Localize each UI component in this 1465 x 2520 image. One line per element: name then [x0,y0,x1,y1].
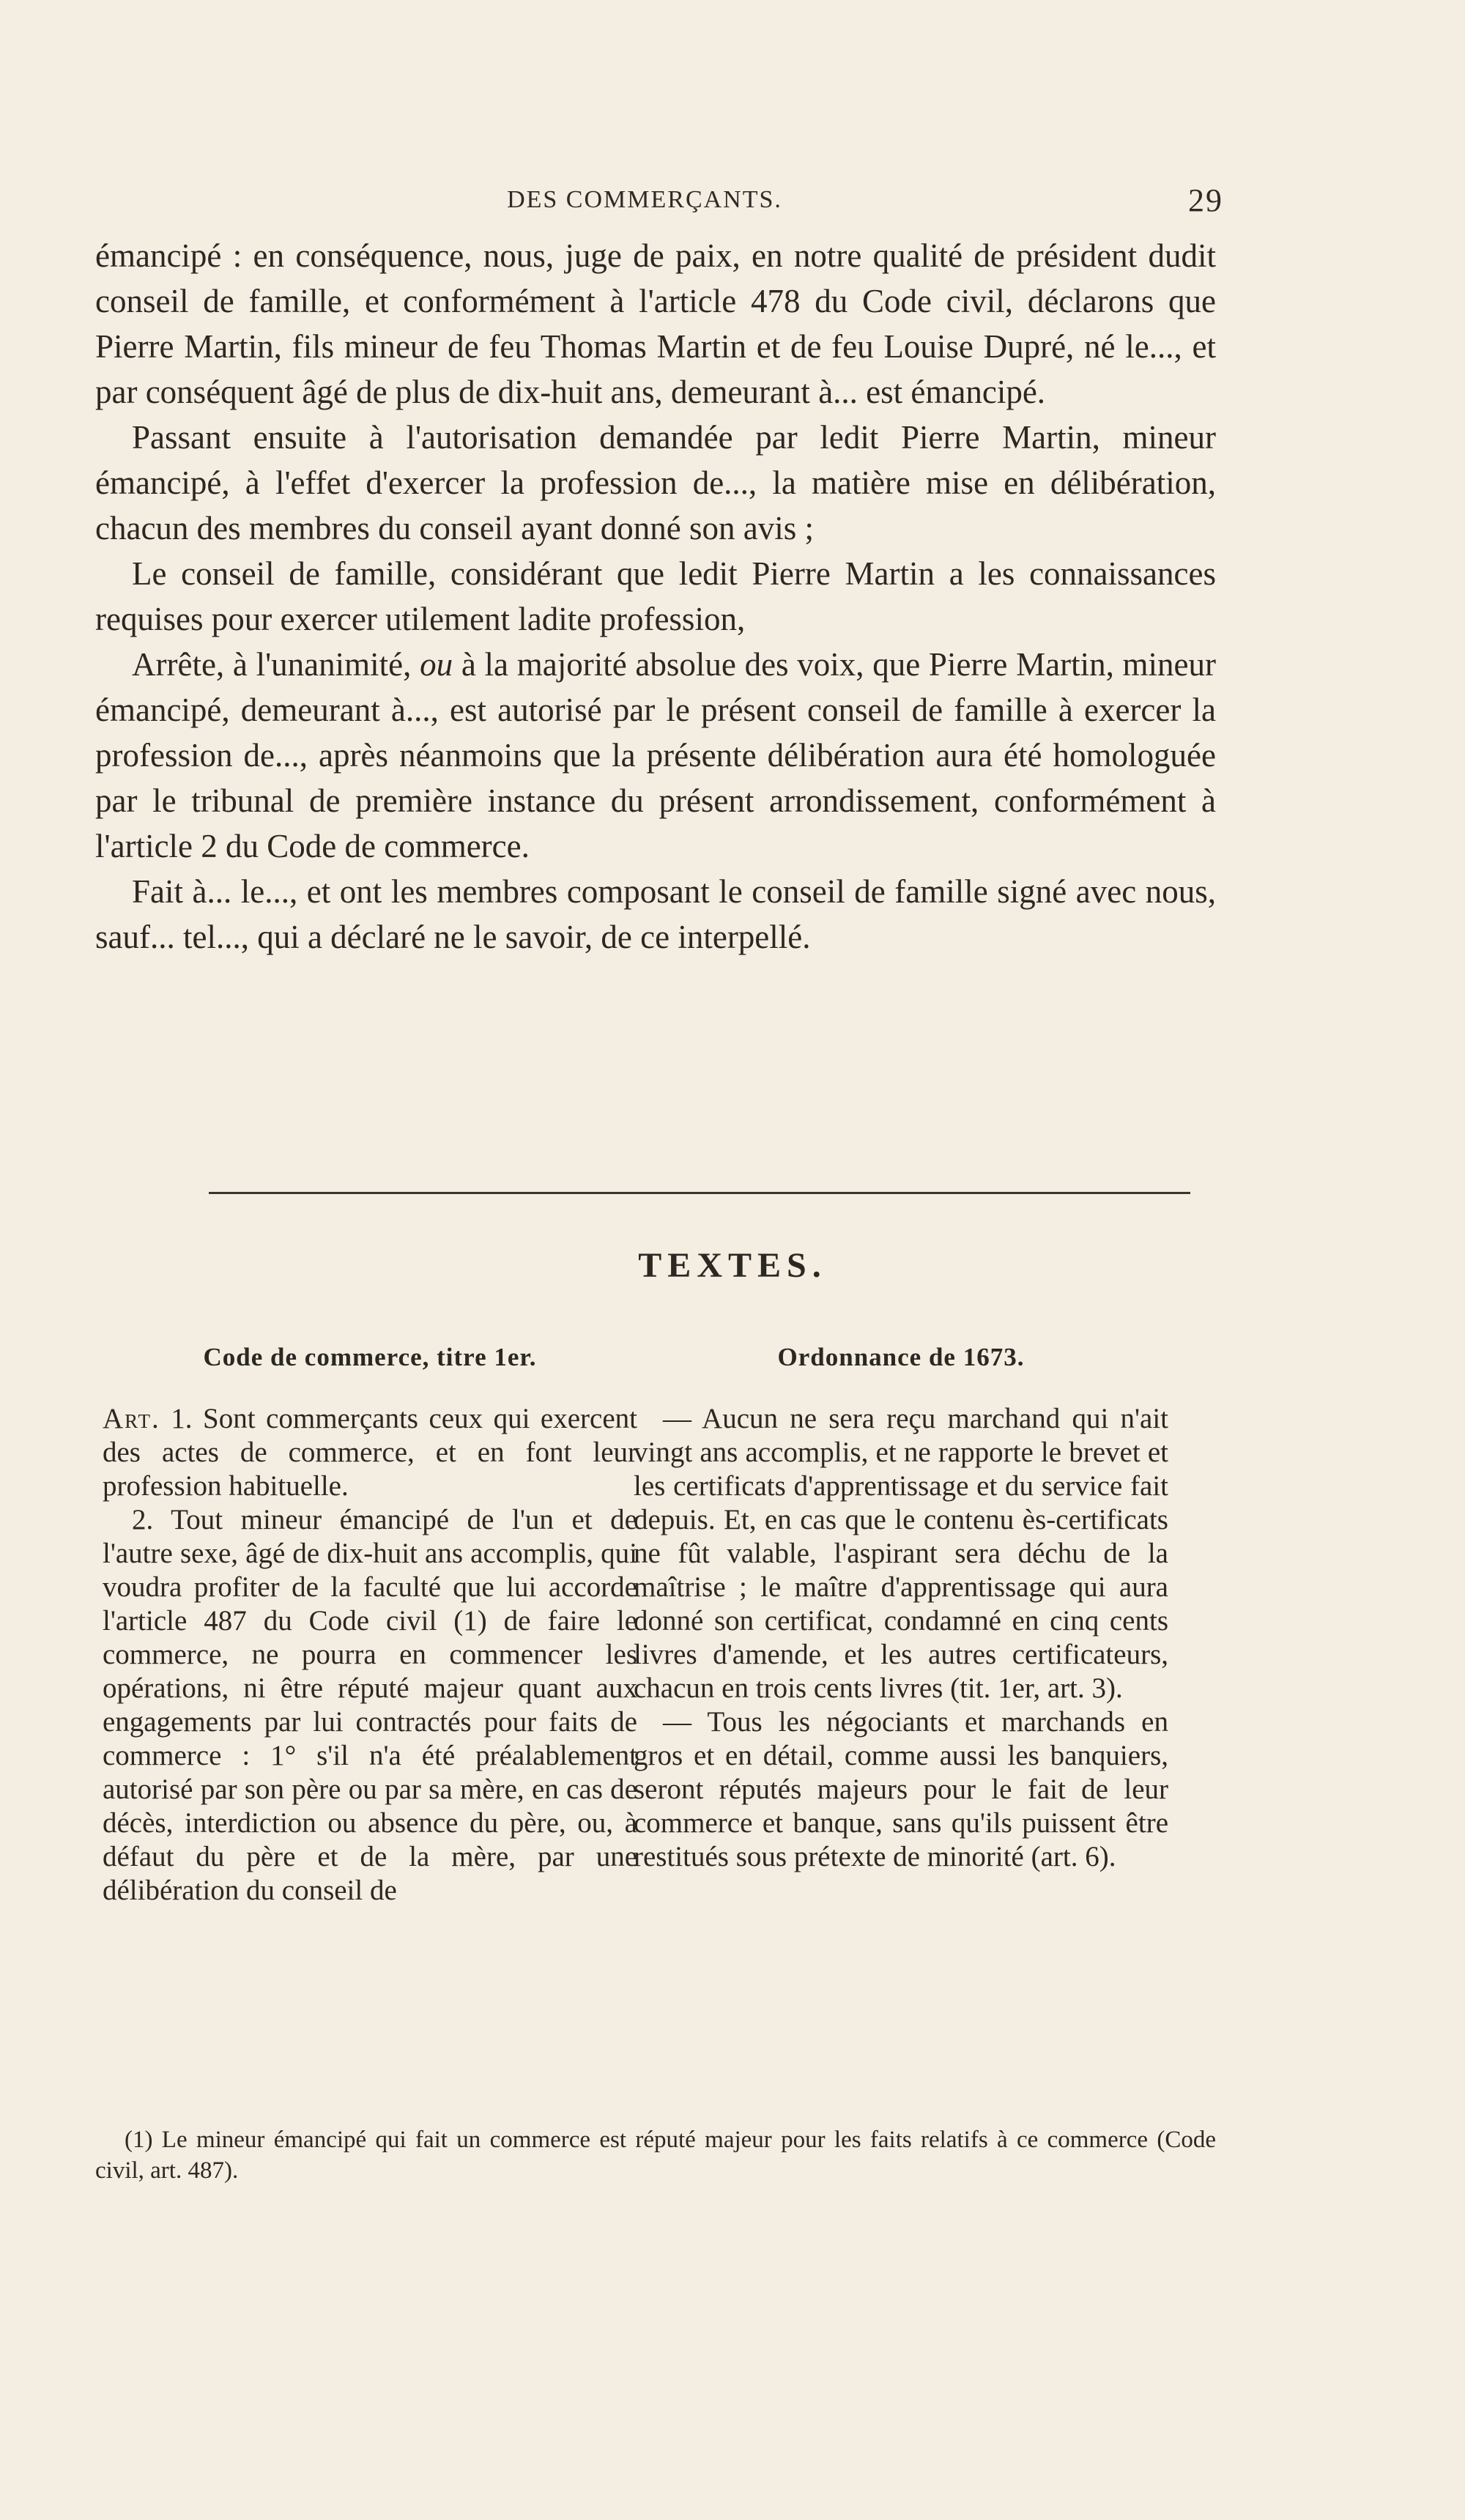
column-heading: Ordonnance de 1673. [777,1343,1025,1371]
column-heading: Code de commerce, titre 1er. [203,1343,537,1371]
paragraph: Fait à... le..., et ont les membres composant le conseil de famille signé avec nous, sauf... tel..., qui a déclaré ne le savoir, de ce interpellé. [95,873,1216,955]
paragraph-part: Arrête, à l'unanimité, [132,646,412,683]
ordinance-paragraph: — Aucun ne sera reçu marchand qui n'ait vingt ans accomplis, et ne rapporte le brevet et les certificats d'apprentissage et du service fait depuis. Et, en cas que le contenu ès-certificats ne fût valable, l'aspirant sera déchu de la maîtrise ; le maître d'apprentissage qui aura donné son certificat, condamné en cinq cents livres d'amende, et les autres certificateurs, chacun en trois cents livres (tit. 1er, art. 3). [634,1403,1168,1704]
footnote-text: (1) Le mineur émancipé qui fait un commerce est réputé majeur pour les faits relatifs à ce commerce (Code civil, art. 487). [95,2127,1216,2184]
page-number: 29 [1188,182,1223,218]
left-column [103,1341,637,1908]
paragraph-part: à la majorité absolue des voix, que Pierre Martin, mineur émancipé, demeurant à..., est autorisé par le présent conseil de famille à exercer la profession de..., après néanmoins que la présente délibération aura été homologuée par le tribunal de première instance du présent arrondissement, conformément à l'article 2 du Code de commerce. [95,646,1216,864]
running-title: DES COMMERÇANTS. [507,186,782,213]
paragraph: Passant ensuite à l'autorisation demandée par ledit Pierre Martin, mineur émancipé, à l'effet d'exercer la profession de..., la matière mise en délibération, chacun des membres du conseil ayant donné son avis ; [95,419,1216,546]
main-text [95,233,1216,960]
footnote [95,2124,1216,2186]
italic-word: ou [420,646,453,683]
paragraph: Le conseil de famille, considérant que ledit Pierre Martin a les connaissances requises pour exercer utilement ladite profession, [95,555,1216,637]
article-text: 1. Sont commerçants ceux qui exercent des actes de commerce, et en font leur profession habituelle. [103,1403,637,1502]
article-1 [103,1402,637,1503]
section-title: TEXTES. [638,1246,827,1285]
article-2: 2. Tout mineur émancipé de l'un et de l'autre sexe, âgé de dix-huit ans accomplis, qui voudra profiter de la faculté que lui accorde l'article 487 du Code civil (1) de faire le commerce, ne pourra en commencer les opérations, ni être réputé majeur quant aux engagements par lui contractés pour faits de commerce : 1° s'il n'a été préalablement autorisé par son père ou par sa mère, en cas de décès, interdiction ou absence du père, ou, à défaut du père et de la mère, par une délibération du conseil de [103,1504,637,1906]
ordinance-paragraph: — Tous les négociants et marchands en gros et en détail, comme aussi les banquiers, seront réputés majeurs pour le fait de leur commerce et banque, sans qu'ils puissent être restitués sous prétexte de minorité (art. 6). [634,1706,1168,1872]
article-label: Art. [103,1403,160,1434]
right-column [634,1341,1168,1874]
paragraph [95,642,1216,869]
paragraph: émancipé : en conséquence, nous, juge de paix, en notre qualité de président dudit conseil de famille, et conformément à l'article 478 du Code civil, déclarons que Pierre Martin, fils mineur de feu Thomas Martin et de feu Louise Dupré, né le..., et par conséquent âgé de plus de dix-huit ans, demeurant à... est émancipé. [95,237,1216,410]
horizontal-rule [209,1192,1190,1194]
